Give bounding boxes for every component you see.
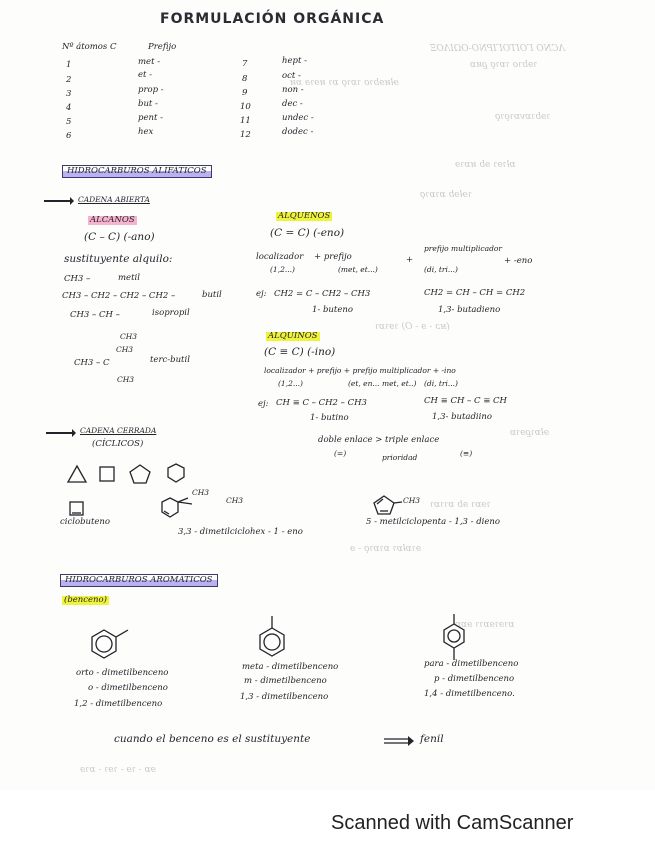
table-cell-n: 8: [242, 74, 248, 84]
alkene-example-2-name: 1,3- butadieno: [438, 305, 501, 315]
alkyne-example-1-name: 1- butino: [310, 413, 349, 423]
alkene-rule-plus: +: [406, 255, 414, 265]
alkene-rule-multiplier: prefijo multiplicador: [424, 244, 502, 253]
alkene-example-1-name: 1- buteno: [312, 305, 353, 315]
isopropyl-sub: CH3: [120, 332, 138, 341]
bleed-through: ΛCNO ΓΟΙΤΟΓΙΡΝΟ-ΟΩΙΛΟΞ: [430, 44, 565, 54]
meta-name-2: m - dimetilbenceno: [244, 676, 327, 686]
phenyl-name: fenil: [420, 733, 444, 745]
dimethyl-ch3-b: CH3: [226, 496, 244, 505]
alkene-rule-multiplier-sub: (di, tri...): [424, 265, 458, 274]
bleed-through: ɒɿɘɿɘɒɿɿ ɘɒɒ: [455, 620, 515, 630]
alkyne-rule-sub-3: (di, tri...): [424, 379, 458, 388]
scanner-watermark: Scanned with CamScanner: [331, 812, 574, 834]
cyclobutene-name: ciclobuteno: [60, 517, 111, 527]
label-alkanes: ALCANOS: [90, 215, 135, 225]
table-cell-prefix: undec -: [282, 113, 314, 123]
heading-cyclic: (CÍCLICOS): [92, 439, 144, 449]
methylcyclopentadiene-name: 5 - metilciclopenta - 1,3 - dieno: [366, 517, 500, 527]
ortho-name-2: o - dimetilbenceno: [88, 683, 168, 693]
alkyne-rule-sub-1: (1,2...): [278, 379, 303, 388]
alkene-example-1-formula: CH2 = C – CH2 – CH3: [274, 289, 371, 299]
methylcyclopenta-ch3: CH3: [403, 496, 421, 505]
alkanes-formula: (C – C) (-ano): [84, 231, 155, 243]
alkene-rule-locator-sub: (1,2...): [270, 265, 295, 274]
bleed-through: ɿɘbɿo ɿɒɿǫ ϱᴎɒ: [470, 60, 538, 70]
table-cell-n: 5: [66, 117, 72, 127]
label-benzene: (benceno): [64, 595, 107, 605]
para-name-3: 1,4 - dimetilbenceno.: [424, 689, 515, 699]
bleed-through: ɒƚɿɘɿ ɘb ᴎɒɿɘ: [455, 160, 516, 170]
table-cell-prefix: pent -: [138, 113, 163, 123]
table-cell-n: 1: [66, 60, 72, 70]
alkynes-formula: (C ≡ C) (-ino): [264, 346, 336, 358]
table-cell-prefix: dodec -: [282, 127, 314, 137]
table-cell-n: 4: [66, 103, 72, 113]
dimethyl-ch3-a: CH3: [192, 488, 210, 497]
table-cell-n: 12: [240, 130, 251, 140]
heading-closed-chain: CADENA CERRADA: [80, 426, 157, 435]
bleed-through: ɘƚᴎɘbɿo ɿɒɿǫ ɒɿ ᴎɘɿɘ ɒᴎ: [290, 78, 399, 88]
ortho-xylene-drawing: [86, 622, 136, 664]
alkyne-example-2-formula: CH ≡ CH – C ≡ CH: [424, 396, 507, 406]
table-cell-n: 7: [242, 59, 248, 69]
bleed-through: ɿɘbɿɒvɒɿǫɿǫ: [495, 112, 551, 122]
table-header-carbons: Nº átomos C: [62, 42, 117, 52]
meta-name-1: meta - dimetilbenceno: [242, 662, 339, 672]
tertbutyl-formula: CH3 – C: [74, 358, 110, 368]
table-cell-prefix: et -: [138, 70, 153, 80]
alkene-rule-locator: localizador: [256, 252, 304, 262]
arrow-icon: [46, 429, 76, 437]
alkyne-rule-sub-2: (et, en... met, et..): [348, 379, 417, 388]
arrow-icon: [44, 197, 74, 205]
tertbutyl-name: terc-butil: [150, 355, 190, 365]
table-cell-n: 6: [66, 131, 72, 141]
alkyl-substituent-label: sustituyente alquilo:: [64, 253, 173, 265]
alkyne-example-2-name: 1,3- butadiino: [432, 412, 492, 422]
alkyne-example-1-formula: CH ≡ C – CH2 – CH3: [276, 398, 367, 408]
methyl-name: metil: [118, 273, 140, 283]
double-arrow-icon: [384, 736, 414, 746]
heading-open-chain: CADENA ABIERTA: [78, 195, 150, 204]
bleed-through: ɿɘɒɿ ɘb ɒɿɿɒɿ: [430, 500, 491, 510]
bleed-through: ɘƚɒɿϱɘɿɒ: [510, 428, 550, 438]
table-cell-n: 3: [66, 89, 72, 99]
table-cell-prefix: but -: [138, 99, 158, 109]
alkene-rule-prefix: + prefijo: [314, 252, 352, 262]
table-cell-prefix: hept -: [282, 56, 307, 66]
para-name-2: p - dimetilbenceno: [434, 674, 515, 684]
alkene-rule-prefix-sub: (met, et...): [338, 265, 378, 274]
alkene-example-label: ej:: [256, 289, 267, 299]
bleed-through: (ʜɔ - ɘ - O) ɿɘɿɒɿ: [375, 322, 450, 332]
ring-shapes-drawing: [66, 462, 196, 484]
para-xylene-drawing: [438, 612, 470, 664]
table-cell-n: 9: [242, 88, 248, 98]
meta-name-3: 1,3 - dimetilbenceno: [240, 692, 329, 702]
heading-aromatic: HIDROCARBUROS AROMÁTICOS: [60, 574, 218, 587]
alkyne-rule: localizador + prefijo + prefijo multiplicador + -ino: [264, 366, 456, 375]
table-cell-n: 10: [240, 102, 251, 112]
isopropyl-name: isopropil: [152, 308, 190, 318]
alkyne-example-label: ej:: [258, 399, 269, 409]
label-alkenes: ALQUENOS: [278, 211, 331, 221]
para-name-1: para - dimetilbenceno: [424, 659, 519, 669]
tertbutyl-top: CH3: [116, 345, 134, 354]
alkenes-formula: (C = C) (-eno): [270, 227, 345, 239]
bleed-through: ɘɿɒƚɒɿ ɒɿɒɿǫ - ɘ: [350, 544, 422, 554]
bleed-through: ɿɘƚɘb ɒɿɒɿǫ: [420, 190, 472, 200]
tertbutyl-bottom: CH3: [117, 375, 135, 384]
table-cell-prefix: dec -: [282, 99, 303, 109]
alkene-rule-suffix: + -eno: [504, 256, 533, 266]
ortho-name-3: 1,2 - dimetilbenceno: [74, 699, 163, 709]
cyclobutene-drawing: [66, 500, 86, 518]
table-cell-prefix: non -: [282, 85, 304, 95]
bleed-through: ɘɒ - ɿɘ - ɿɘɿ - ɒɿɘ: [80, 765, 157, 775]
heading-aliphatic: HIDROCARBUROS ALIFÁTICOS: [62, 165, 212, 178]
table-cell-prefix: prop -: [138, 85, 164, 95]
methyl-formula: CH3 –: [64, 274, 91, 284]
priority-sub-2: prioridad: [382, 453, 418, 462]
ortho-name-1: orto - dimetilbenceno: [76, 668, 169, 678]
table-cell-prefix: hex: [138, 127, 154, 137]
label-alkynes: ALQUINOS: [268, 331, 318, 341]
table-cell-n: 2: [66, 75, 72, 85]
meta-xylene-drawing: [254, 614, 294, 664]
table-cell-n: 11: [240, 116, 251, 126]
butyl-formula: CH3 – CH2 – CH2 – CH2 –: [62, 291, 176, 301]
table-cell-prefix: met -: [138, 57, 161, 67]
priority-sub-1: (=): [334, 449, 347, 458]
isopropyl-formula: CH3 – CH –: [70, 310, 120, 320]
phenyl-note: cuando el benceno es el sustituyente: [114, 733, 311, 745]
page-title: FORMULACIÓN ORGÁNICA: [160, 11, 385, 27]
alkene-example-2-formula: CH2 = CH – CH = CH2: [424, 288, 526, 298]
dimethylcyclohexene-name: 3,3 - dimetilciclohex - 1 - eno: [178, 527, 303, 537]
priority-sub-3: (≡): [460, 449, 473, 458]
table-cell-prefix: oct -: [282, 71, 301, 81]
priority-rule: doble enlace > triple enlace: [318, 435, 440, 445]
butyl-name: butil: [202, 290, 222, 300]
table-header-prefix: Prefijo: [148, 42, 177, 52]
